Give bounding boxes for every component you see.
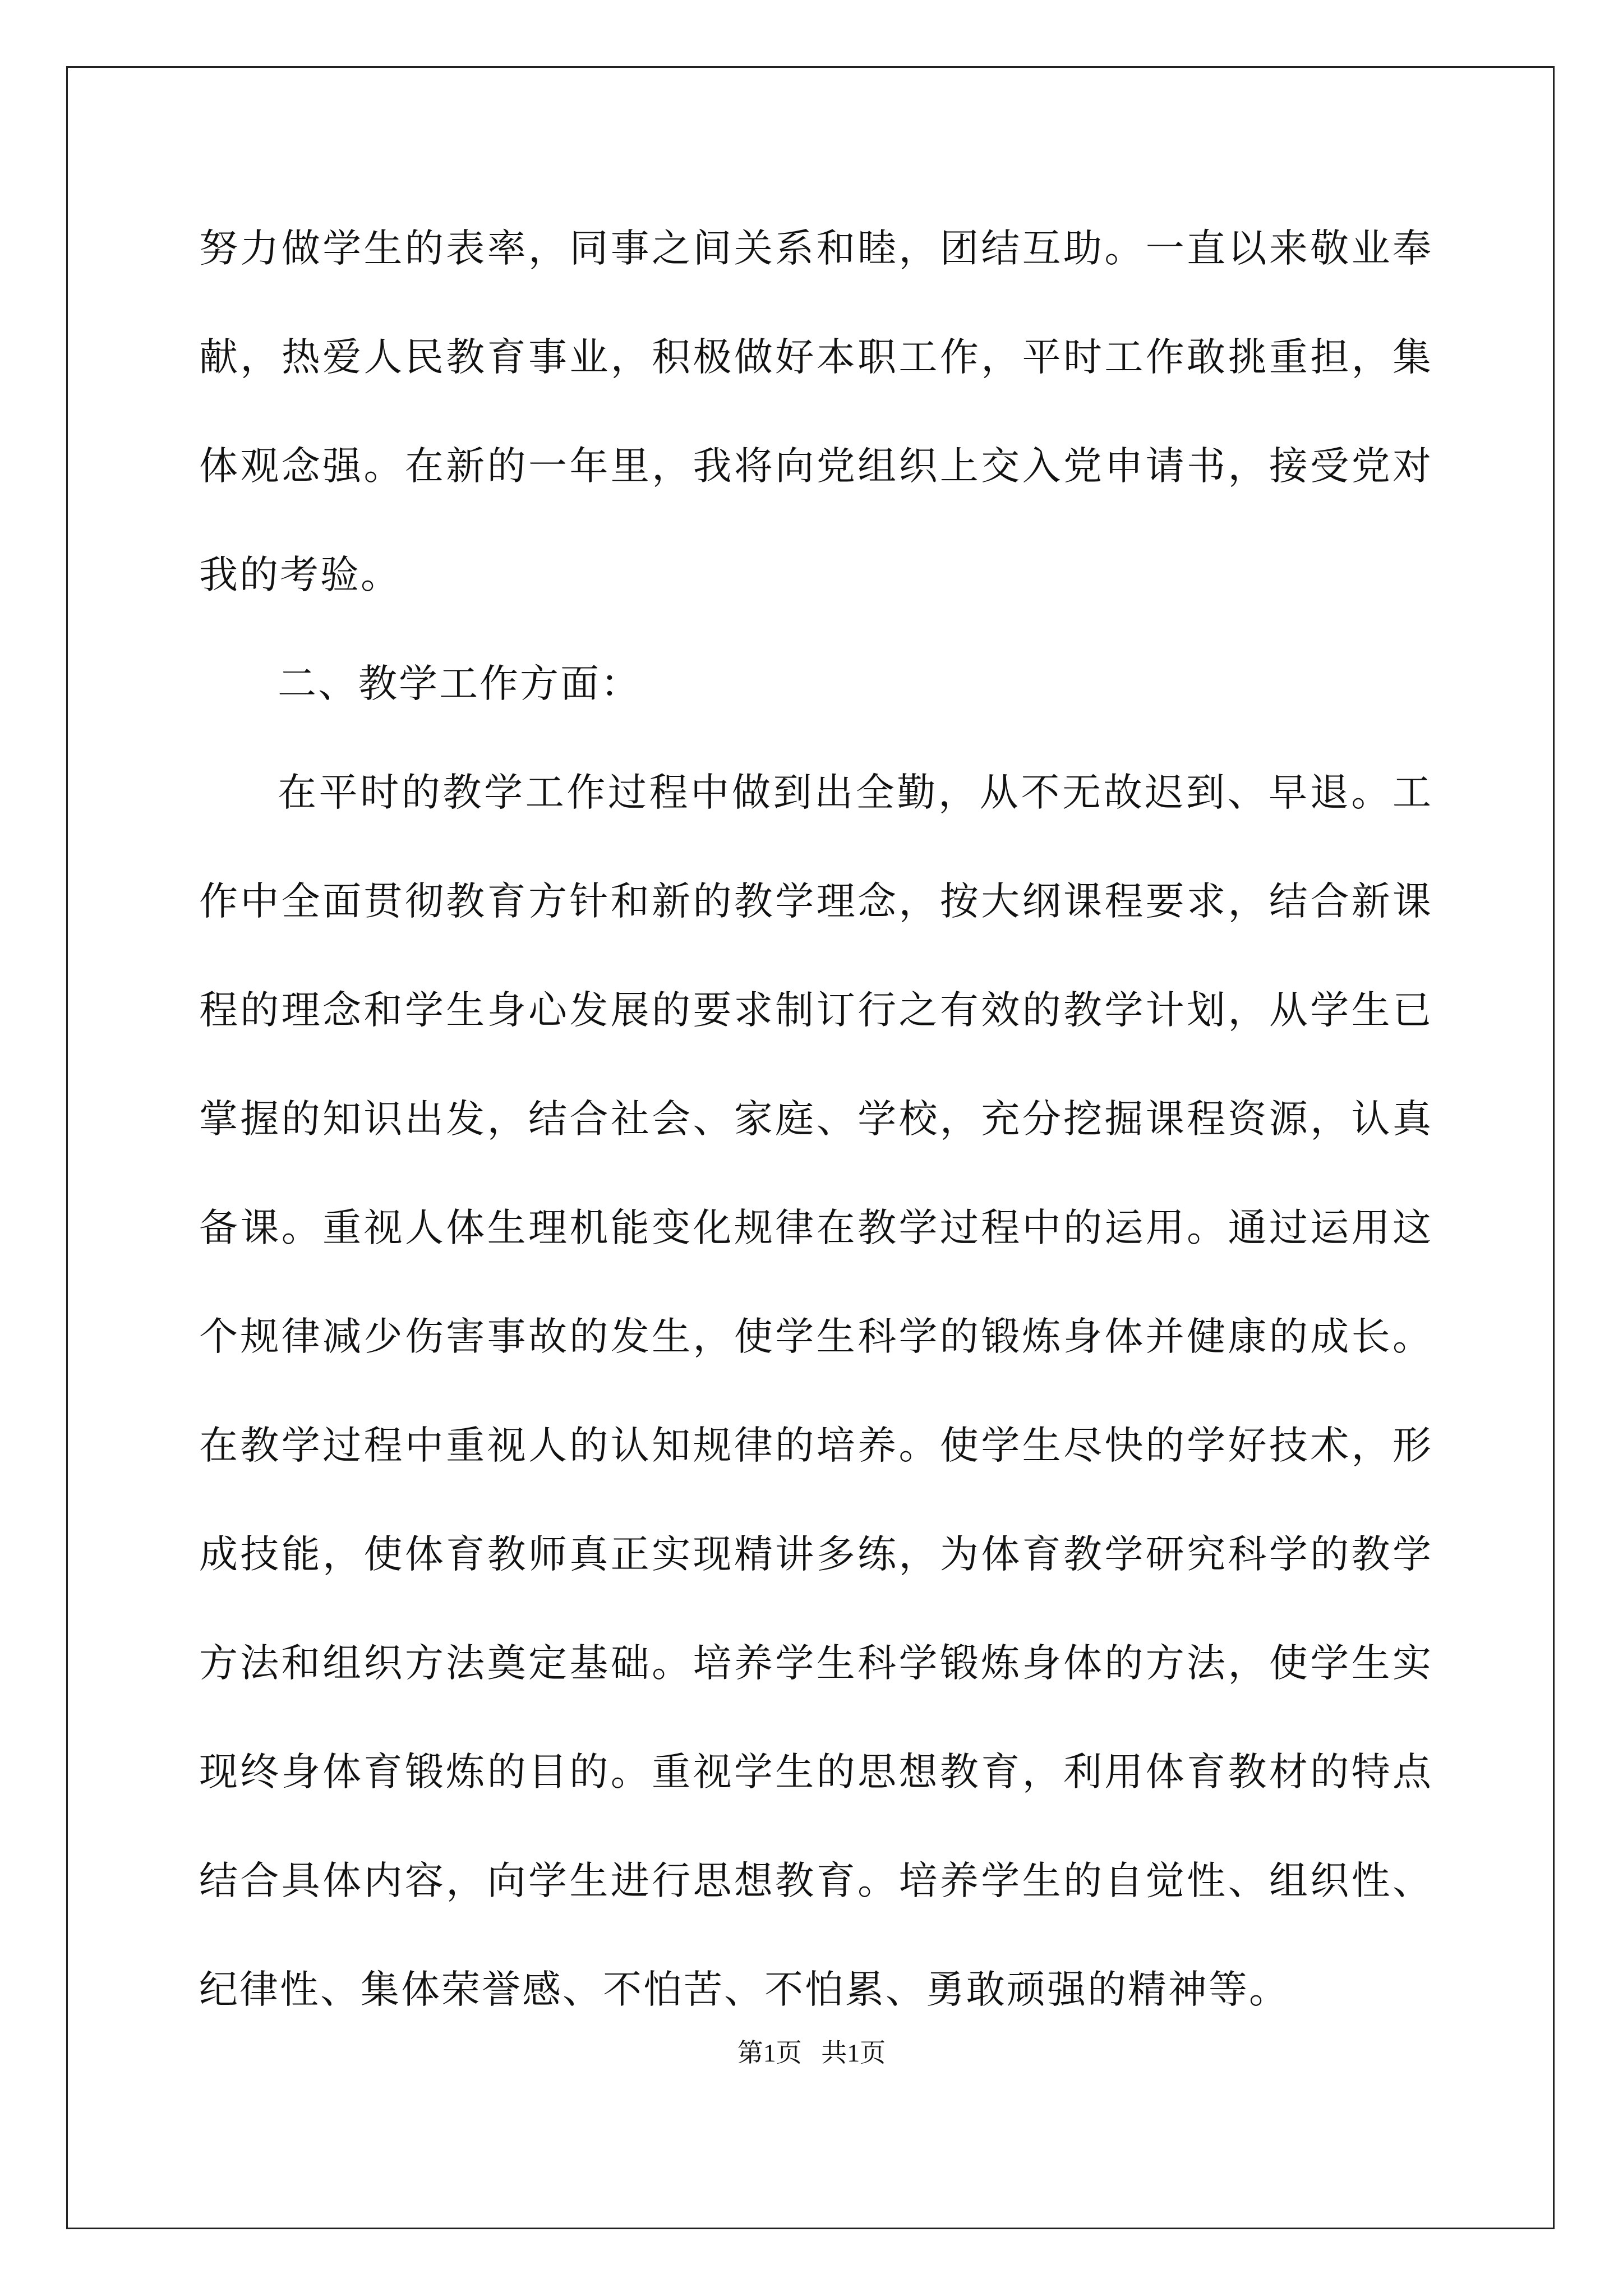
text-line: 献，热爱人民教育事业，积极做好本职工作，平时工作敢挑重担，集 [199, 335, 1433, 380]
text-line: 方法和组织方法奠定基础。培养学生科学锻炼身体的方法，使学生实 [199, 1641, 1433, 1686]
text-line: 我的考验。 [199, 553, 401, 597]
text-line: 现终身体育锻炼的目的。重视学生的思想教育，利用体育教材的特点 [199, 1750, 1433, 1795]
text-line: 备课。重视人体生理机能变化规律在教学过程中的运用。通过运用这 [199, 1205, 1433, 1250]
text-line: 在平时的教学工作过程中做到出全勤，从不无故迟到、早退。工 [278, 770, 1433, 815]
text-line: 个规律减少伤害事故的发生，使学生科学的锻炼身体并健康的成长。 [199, 1314, 1433, 1359]
text-line: 作中全面贯彻教育方针和新的教学理念，按大纲课程要求，结合新课 [199, 879, 1433, 924]
text-line: 努力做学生的表率，同事之间关系和睦，团结互助。一直以来敬业奉 [199, 226, 1433, 271]
text-line: 体观念强。在新的一年里，我将向党组织上交入党申请书，接受党对 [199, 444, 1433, 489]
text-line: 掌握的知识出发，结合社会、家庭、学校，充分挖掘课程资源，认真 [199, 1097, 1433, 1142]
text-line: 在教学过程中重视人的认知规律的培养。使学生尽快的学好技术，形 [199, 1423, 1433, 1468]
text-line: 程的理念和学生身心发展的要求制订行之有效的教学计划，从学生已 [199, 988, 1433, 1033]
section-heading: 二、教学工作方面： [278, 661, 641, 706]
page-number-footer: 第1页 共1页 [737, 2039, 886, 2067]
text-line: 结合具体内容，向学生进行思想教育。培养学生的自觉性、组织性、 [199, 1858, 1433, 1903]
text-line: 纪律性、集体荣誉感、不怕苦、不怕累、勇敢顽强的精神等。 [199, 1967, 1289, 2012]
text-line: 成技能，使体育教师真正实现精讲多练，为体育教学研究科学的教学 [199, 1532, 1433, 1577]
